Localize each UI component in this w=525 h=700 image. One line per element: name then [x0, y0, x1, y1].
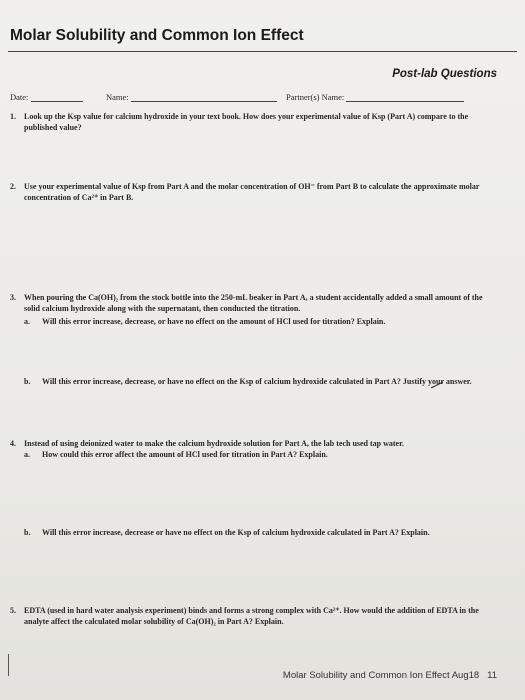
question-number: 2. [10, 182, 16, 191]
name-blank[interactable] [131, 92, 277, 102]
part-letter: b. [24, 528, 31, 537]
part-text: How could this error affect the amount of HCl used for titration in Part A? Explain. [42, 450, 328, 459]
part-letter: a. [24, 450, 30, 459]
date-label: Date: [10, 92, 29, 102]
pen-check-mark [430, 381, 444, 389]
question-text: Use your experimental value of Ksp from Part A and the molar concentration of OH⁻ from Part B to calculate the approximate molar concentration of Ca²⁺ in Part B. [24, 182, 480, 202]
part-text: Will this error increase, decrease or have no effect on the Ksp of calcium hydroxide calculated in Part A? Explain. [42, 528, 430, 537]
question-3b [24, 376, 484, 387]
name-field[interactable] [106, 92, 277, 102]
page-footer [283, 670, 497, 681]
footer-text: Molar Solubility and Common Ion Effect Aug18 [282, 670, 480, 681]
question-number: 5. [10, 606, 16, 615]
question-text: When pouring the Ca(OH)₂ from the stock bottle into the 250-mL beaker in Part A, a student accidentally added a small amount of the solid calcium hydroxide along with the supernatant, then conducted the titration. [24, 293, 483, 313]
question-4b [24, 527, 484, 538]
date-field[interactable] [10, 92, 83, 102]
part-text: Will this error increase, decrease, or have no effect on the Ksp of calcium hydroxide calculated in Part A? Justify your answer. [42, 377, 472, 386]
question-number: 3. [10, 293, 16, 302]
question-4 [10, 438, 485, 449]
partner-label: Partner(s) Name: [286, 92, 345, 102]
question-3 [10, 292, 485, 314]
partner-field[interactable] [286, 92, 464, 102]
question-2 [10, 181, 485, 203]
question-number: 1. [10, 112, 16, 121]
question-3a [24, 316, 484, 327]
page-title: Molar Solubility and Common Ion Effect [10, 27, 304, 44]
question-1 [10, 111, 485, 133]
date-blank[interactable] [31, 92, 83, 102]
page-number: 11 [487, 670, 497, 681]
question-number: 4. [10, 439, 16, 448]
student-info-row [10, 92, 485, 106]
name-label: Name: [106, 92, 129, 102]
part-letter: b. [24, 377, 31, 386]
title-divider [8, 51, 517, 52]
part-letter: a. [24, 317, 30, 326]
partner-blank[interactable] [346, 92, 464, 102]
question-5 [10, 605, 485, 627]
question-text: EDTA (used in hard water analysis experiment) binds and forms a strong complex with Ca²⁺. How would the addition of EDTA in the analyte affect the calculated molar solubility of Ca(OH)₂ in Part A? Explain. [24, 606, 479, 626]
question-text: Look up the Ksp value for calcium hydroxide in your text book. How does your experimental value of Ksp (Part A) compare to the published value? [24, 112, 469, 132]
question-4a [24, 449, 484, 460]
part-text: Will this error increase, decrease, or have no effect on the amount of HCl used for titration? Explain. [42, 317, 386, 326]
section-subtitle: Post-lab Questions [392, 68, 497, 80]
question-text: Instead of using deionized water to make the calcium hydroxide solution for Part A, the lab tech used tap water. [24, 439, 404, 448]
margin-mark [8, 654, 9, 676]
